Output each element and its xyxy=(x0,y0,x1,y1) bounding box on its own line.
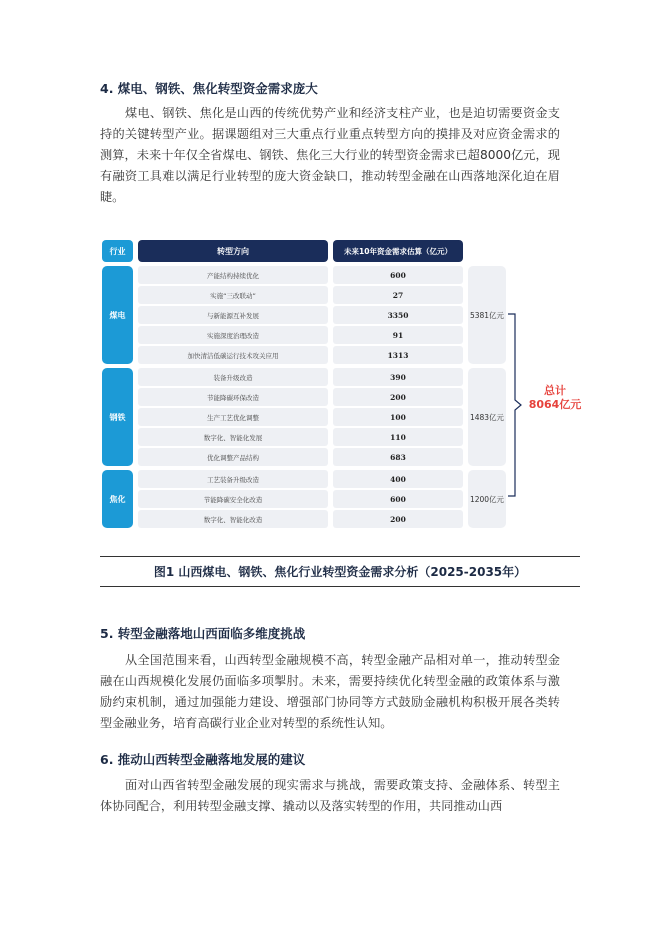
section-4-paragraph: 煤电、钢铁、焦化是山西的传统优势产业和经济支柱产业，也是迫切需要资金支持的关键转型产业。据课题组对三大重点行业重点转型方向的摸排及对应资金需求的测算，未来十年仅全省煤电、钢铁、焦化三大行业的转型资金需求已超8000亿元，现有融资工具难以满足行业转型的庞大资金缺口，推动转型金融在山西落地深化迫在眉睫。 xyxy=(100,106,560,204)
section-6-paragraph: 面对山西省转型金融发展的现实需求与挑战，需要政策支持、金融体系、转型主体协同配合，利用转型金融支撑、撬动以及落实转型的作用，共同推动山西 xyxy=(100,778,560,813)
direction-cell: 实施深度治理改造 xyxy=(138,326,328,344)
direction-cell: 与新能源互补发展 xyxy=(138,306,328,324)
total-brace xyxy=(506,312,524,498)
direction-cell: 工艺装备升级改造 xyxy=(138,470,328,488)
direction-cell: 装备升级改造 xyxy=(138,368,328,386)
direction-cell: 优化调整产品结构 xyxy=(138,448,328,466)
value-cell: 91 xyxy=(333,326,463,344)
industry-steel: 钢铁 xyxy=(102,368,133,466)
section-4-heading: 4. 煤电、钢铁、焦化转型资金需求庞大 xyxy=(100,81,318,96)
value-cell: 27 xyxy=(333,286,463,304)
total-label-text: 总计 xyxy=(544,384,566,397)
figure-caption: 图1 山西煤电、钢铁、焦化行业转型资金需求分析（2025-2035年） xyxy=(153,565,527,579)
section-5-paragraph: 从全国范围来看，山西转型金融规模不高，转型金融产品相对单一，推动转型金融在山西规模化发展仍面临多项掣肘。未来，需要持续优化转型金融的政策体系与激励约束机制，通过加强能力建设、增强部门协同等方式鼓励金融机构积极开展各类转型金融业务，培育高碳行业企业对转型的系统性认知。 xyxy=(100,653,560,730)
header-industry: 行业 xyxy=(102,240,133,262)
industry-coal-power: 煤电 xyxy=(102,266,133,364)
section-5-heading: 5. 转型金融落地山西面临多维度挑战 xyxy=(100,626,306,641)
header-direction: 转型方向 xyxy=(138,240,328,262)
caption-top-rule xyxy=(100,556,580,557)
value-cell: 100 xyxy=(333,408,463,426)
subtotal-coking: 1200亿元 xyxy=(468,470,506,528)
total-value: 8064亿元 xyxy=(528,398,582,411)
value-cell: 400 xyxy=(333,470,463,488)
value-cell: 600 xyxy=(333,490,463,508)
caption-bottom-rule xyxy=(100,586,580,587)
value-cell: 200 xyxy=(333,510,463,528)
direction-cell: 实施“三改联动” xyxy=(138,286,328,304)
value-cell: 3350 xyxy=(333,306,463,324)
header-value: 未来10年资金需求估算（亿元） xyxy=(333,240,463,262)
direction-cell: 数字化、智能化改造 xyxy=(138,510,328,528)
direction-cell: 产能结构持续优化 xyxy=(138,266,328,284)
value-cell: 683 xyxy=(333,448,463,466)
industry-coking: 焦化 xyxy=(102,470,133,528)
direction-cell: 生产工艺优化调整 xyxy=(138,408,328,426)
total-label xyxy=(525,384,585,412)
subtotal-steel: 1483亿元 xyxy=(468,368,506,466)
value-cell: 200 xyxy=(333,388,463,406)
funding-demand-figure xyxy=(100,238,582,530)
subtotal-coal-power: 5381亿元 xyxy=(468,266,506,364)
value-cell: 1313 xyxy=(333,346,463,364)
section-6-heading: 6. 推动山西转型金融落地发展的建议 xyxy=(100,752,306,767)
value-cell: 600 xyxy=(333,266,463,284)
direction-cell: 节能降碳环保改造 xyxy=(138,388,328,406)
direction-cell: 加快清洁低碳运行技术攻关应用 xyxy=(138,346,328,364)
direction-cell: 数字化、智能化发展 xyxy=(138,428,328,446)
value-cell: 390 xyxy=(333,368,463,386)
direction-cell: 节能降碳安全化改造 xyxy=(138,490,328,508)
value-cell: 110 xyxy=(333,428,463,446)
